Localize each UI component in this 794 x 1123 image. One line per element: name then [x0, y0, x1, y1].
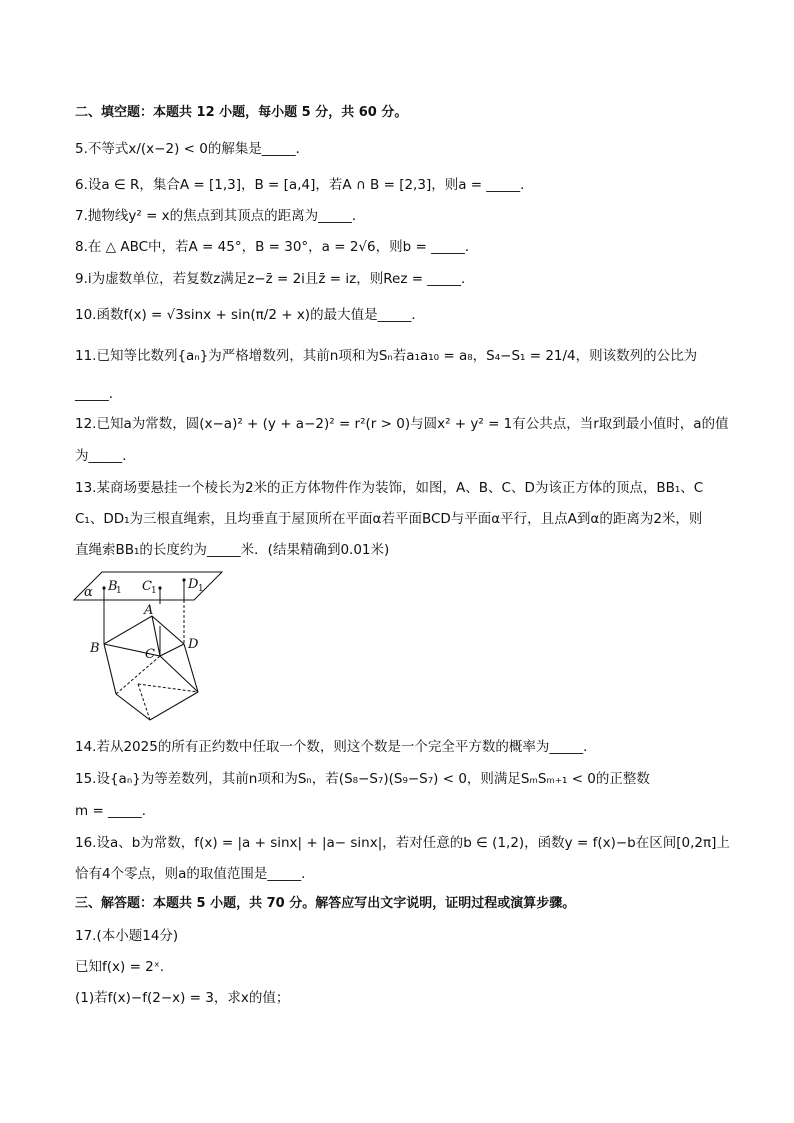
question-9: 9.i为虚数单位，若复数z满足z−z̄ = 2i且z̄ = iz，则Rez = _____．	[75, 271, 475, 287]
question-11-line1: 11.已知等比数列{aₙ}为严格增数列，其前n项和为Sₙ若a₁a₁₀ = a₈，S₄−S₁ = 21/4，则该数列的公比为	[75, 348, 698, 364]
point-c1	[158, 586, 161, 589]
label-c: C	[145, 647, 155, 662]
question-14: 14.若从2025的所有正约数中任取一个数，则这个数是一个完全平方数的概率为_____．	[75, 739, 597, 755]
label-b1: B	[108, 579, 118, 594]
section-answer-heading: 三、解答题：本题共 5 小题，共 70 分。解答应写出文字说明，证明过程或演算步骤。	[75, 896, 576, 911]
cube-edge-b-down	[104, 644, 116, 694]
cube-hidden-edge-2	[138, 684, 198, 692]
label-a: A	[144, 603, 154, 618]
question-16-line1: 16.设a、b为常数，f(x) = |a + sinx| + |a− sinx|，若对任意的b ∈ (1,2)，函数y = f(x)−b在区间[0,2π]上	[75, 835, 730, 851]
question-17-given: 已知f(x) = 2ˣ.	[75, 959, 165, 975]
section-fill-in-heading: 二、填空题：本题共 12 小题，每小题 5 分，共 60 分。	[75, 105, 408, 120]
question-15-line1: 15.设{aₙ}为等差数列，其前n项和为Sₙ，若(S₈−S₇)(S₉−S₇) < 0，则满足SₘSₘ₊₁ < 0的正整数	[75, 771, 650, 787]
label-d1-sub: 1	[198, 584, 204, 594]
question-11-line2: _____．	[75, 386, 123, 402]
question-13-line3: 直绳索BB₁的长度约为_____米．(结果精确到0.01米)	[75, 542, 390, 558]
cube-figure	[68, 566, 238, 724]
label-b: B	[90, 641, 100, 656]
question-15-line2: m = _____．	[75, 803, 156, 819]
question-17-title: 17.(本小题14分)	[75, 928, 179, 944]
question-12-line2: 为_____．	[75, 448, 136, 464]
label-d1: D	[188, 577, 199, 592]
point-b1	[102, 586, 105, 589]
cube-front-edges	[104, 644, 184, 656]
cube-top-edges	[104, 616, 184, 644]
question-5: 5.不等式x/(x−2) < 0的解集是_____．	[75, 141, 310, 157]
question-12-line1: 12.已知a为常数，圆(x−a)² + (y + a−2)² = r²(r > 0)与圆x² + y² = 1有公共点，当r取到最小值时，a的值	[75, 416, 729, 432]
question-10: 10.函数f(x) = √3sinx + sin(π/2 + x)的最大值是_____．	[75, 307, 425, 323]
question-17-part1: (1)若f(x)−f(2−x) = 3，求x的值；	[75, 990, 290, 1006]
question-7: 7.抛物线y² = x的焦点到其顶点的距离为_____．	[75, 208, 366, 224]
question-13-line2: C₁、DD₁为三根直绳索，且均垂直于屋顶所在平面α若平面BCD与平面α平行，且点A到α的距离为2米，则	[75, 511, 703, 527]
cube-hidden-edge-3	[138, 684, 150, 720]
question-6: 6.设a ∈ R，集合A = [1,3]，B = [a,4]，若A ∩ B = [2,3]，则a = _____．	[75, 177, 534, 193]
label-c1: C	[142, 579, 152, 594]
label-c1-sub: 1	[151, 586, 157, 596]
question-8: 8.在 △ ABC中，若A = 45°，B = 30°，a = 2√6，则b = _____．	[75, 239, 479, 255]
question-16-line2: 恰有4个零点，则a的取值范围是_____．	[75, 866, 315, 882]
cube-bottom-edges	[116, 692, 198, 720]
point-d1	[182, 578, 185, 581]
question-13-line1: 13.某商场要悬挂一个棱长为2米的正方体物件作为装饰，如图，A、B、C、D为该正方体的顶点，BB₁、C	[75, 480, 704, 496]
label-b1-sub: 1	[116, 586, 122, 596]
label-alpha: α	[84, 585, 93, 600]
label-d: D	[188, 637, 199, 652]
